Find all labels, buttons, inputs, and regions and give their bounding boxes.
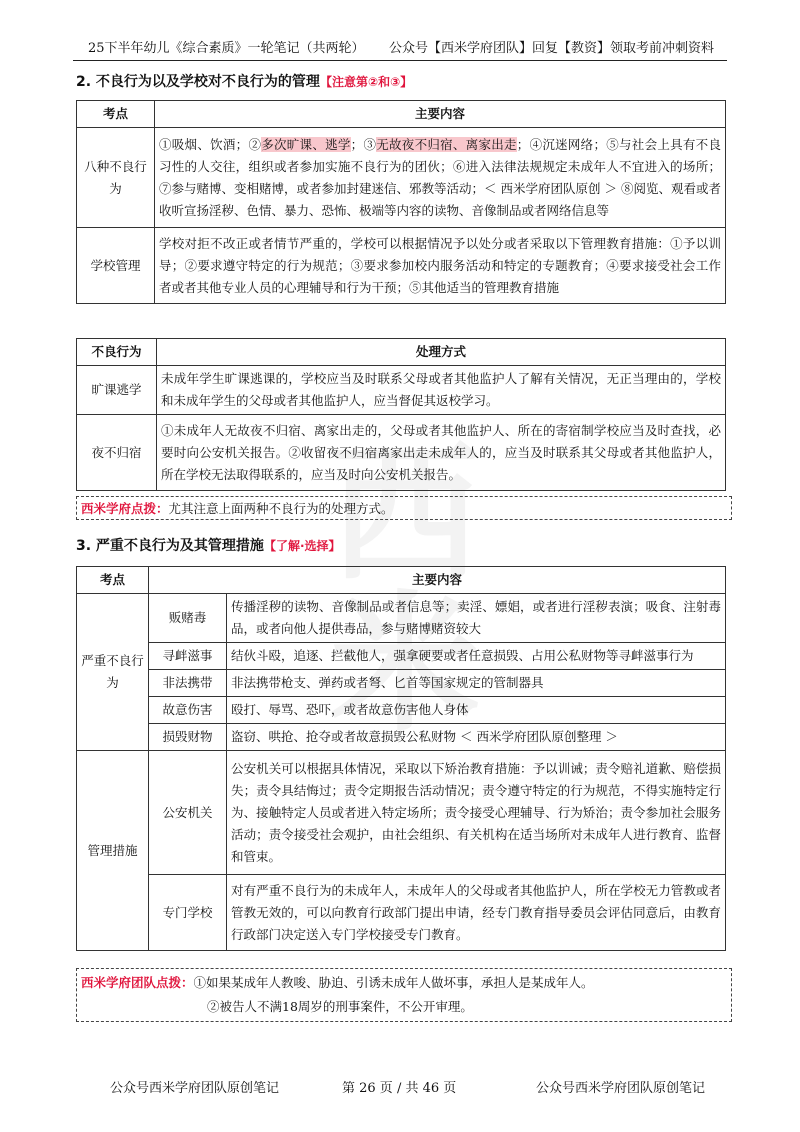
group-label: 管理措施 bbox=[77, 751, 149, 951]
sub-label: 公安机关 bbox=[149, 751, 227, 875]
sub-label: 故意伤害 bbox=[149, 697, 227, 724]
sub-label: 寻衅滋事 bbox=[149, 643, 227, 670]
row-content: ①未成年人无故夜不归宿、离家出走的，父母或者其他监护人、所在的寄宿制学校应当及时查找，必要时向公安机关报告。②收留夜不归宿离家出走未成年人的，应当及时联系其父母或者其他监护人，所在学校无法取得联系的，应当及时向公安机关报告。 bbox=[157, 415, 726, 491]
row-content: 公安机关可以根据具体情况，采取以下矫治教育措施：予以训诫；责令赔礼道歉、赔偿损失；责令具结悔过；责令定期报告活动情况；责令遵守特定的行为规范，不得实施特定行为、接触特定人员或者进入特定场所；责令接受心理辅导、行为矫治；责令参加社会服务活动；责令接受社会观护，由社会组织、有关机构在适当场所对未成年人进行教育、监督和管束。 bbox=[227, 751, 726, 875]
row-content: 未成年学生旷课逃课的，学校应当及时联系父母或者其他监护人了解有关情况，无正当理由的，学校和未成年学生的父母或者其他监护人，应当督促其返校学习。 bbox=[157, 366, 726, 415]
header-right: 公众号【西米学府团队】回复【教资】领取考前冲刺资料 bbox=[388, 41, 714, 56]
page-number: 第 26 页 / 共 46 页 bbox=[342, 1081, 457, 1096]
section-3-title bbox=[76, 535, 341, 555]
row-label: 旷课逃学 bbox=[77, 366, 157, 415]
bad-behavior-table bbox=[76, 100, 726, 304]
tip-box-1 bbox=[76, 496, 732, 520]
tip-line-1 bbox=[81, 971, 727, 995]
tip-line-2: ②被告人不满18周岁的刑事案件，不公开审理。 bbox=[207, 999, 473, 1014]
row-content: ①吸烟、饮酒；②多次旷课、逃学；③无故夜不归宿、离家出走；④沉迷网络；⑤与社会上具有不良习性的人交往，组织或者参加实施不良行为的团伙；⑥进入法律法规规定未成年人不宜进入的场所；⑦参与赌博、变相赌博，或者参加封建迷信、邪教等活动；＜ 西米学府团队原创 ＞ ⑧阅览、观看或者收听宣扬淫秽、色情、暴力、恐怖、极端等内容的读物、音像制品或者网络信息等 bbox=[155, 128, 726, 228]
highlight: 多次旷课、逃学 bbox=[261, 136, 351, 152]
footer-left: 公众号西米学府团队原创笔记 bbox=[110, 1081, 280, 1096]
col-header: 考点 bbox=[77, 101, 155, 128]
group-label: 严重不良行为 bbox=[77, 594, 149, 751]
col-header: 主要内容 bbox=[155, 101, 726, 128]
serious-behavior-table bbox=[76, 566, 726, 951]
row-content: 盗窃、哄抢、抢夺或者故意损毁公私财物 ＜ 西米学府团队原创整理 ＞ bbox=[227, 724, 726, 751]
tip-label: 西米学府点拨： bbox=[81, 501, 169, 516]
sub-label: 贩赌毒 bbox=[149, 594, 227, 643]
row-label: 八种不良行为 bbox=[77, 128, 155, 228]
tip-text: 尤其注意上面两种不良行为的处理方式。 bbox=[168, 501, 394, 516]
footer-right: 公众号西米学府团队原创笔记 bbox=[536, 1081, 706, 1096]
tip-box-2 bbox=[76, 968, 732, 1022]
section-3-tag: 【了解·选择】 bbox=[263, 539, 341, 553]
handling-table bbox=[76, 338, 726, 491]
section-3-title-text: 3. 严重不良行为及其管理措施 bbox=[76, 538, 264, 554]
row-content: 对有严重不良行为的未成年人，未成年人的父母或者其他监护人，所在学校无力管教或者管教无效的，可以向教育行政部门提出申请，经专门教育指导委员会评估同意后，由教育行政部门决定送入专门学校接受专门教育。 bbox=[227, 875, 726, 951]
col-header: 不良行为 bbox=[77, 339, 157, 366]
section-2-title bbox=[76, 71, 412, 91]
sub-label: 非法携带 bbox=[149, 670, 227, 697]
tip-label: 西米学府团队点拨： bbox=[81, 975, 194, 990]
row-content: 结伙斗殴，追逐、拦截他人，强拿硬要或者任意损毁、占用公私财物等寻衅滋事行为 bbox=[227, 643, 726, 670]
col-header: 主要内容 bbox=[149, 567, 726, 594]
highlight: 无故夜不归宿、离家出走 bbox=[376, 136, 517, 152]
section-2-tag: 【注意第②和③】 bbox=[319, 75, 413, 89]
row-label: 夜不归宿 bbox=[77, 415, 157, 491]
sub-label: 专门学校 bbox=[149, 875, 227, 951]
sub-label: 损毁财物 bbox=[149, 724, 227, 751]
section-2-title-text: 2. 不良行为以及学校对不良行为的管理 bbox=[76, 74, 320, 90]
row-label: 学校管理 bbox=[77, 228, 155, 304]
row-content: 学校对拒不改正或者情节严重的，学校可以根据情况予以处分或者采取以下管理教育措施：①予以训导；②要求遵守特定的行为规范；③要求参加校内服务活动和特定的专题教育；④要求接受社会工作者或者其他专业人员的心理辅导和行为干预；⑤其他适当的管理教育措施 bbox=[155, 228, 726, 304]
col-header: 处理方式 bbox=[157, 339, 726, 366]
header-left: 25下半年幼儿《综合素质》一轮笔记（共两轮） bbox=[88, 41, 365, 56]
header-divider bbox=[73, 60, 727, 61]
row-content: 传播淫秽的读物、音像制品或者信息等；卖淫、嫖娼，或者进行淫秽表演；吸食、注射毒品，或者向他人提供毒品，参与赌博赌资较大 bbox=[227, 594, 726, 643]
row-content: 殴打、辱骂、恐吓，或者故意伤害他人身体 bbox=[227, 697, 726, 724]
tip-text: ①如果某成年人教唆、胁迫、引诱未成年人做坏事，承担人是某成年人。 bbox=[193, 975, 594, 990]
col-header: 考点 bbox=[77, 567, 149, 594]
row-content: 非法携带枪支、弹药或者弩、匕首等国家规定的管制器具 bbox=[227, 670, 726, 697]
